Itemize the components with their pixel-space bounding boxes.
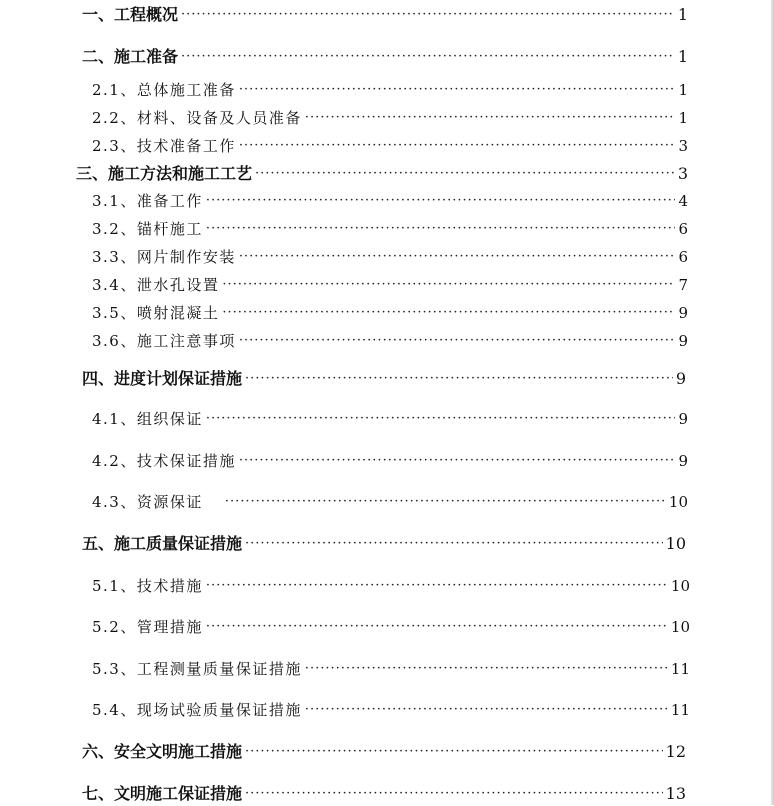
- toc-entry-page: 6: [678, 220, 688, 238]
- toc-leader-dots: [239, 78, 676, 102]
- toc-entry-page: 9: [678, 332, 688, 350]
- toc-entry-3-4[interactable]: [92, 273, 688, 297]
- toc-entry-page: 1: [677, 5, 688, 24]
- toc-entry-label: 一、工程概况: [82, 5, 179, 24]
- toc-leader-dots: [245, 740, 663, 764]
- toc-entry-label: 3.2、锚杆施工: [92, 220, 203, 238]
- toc-entry-label: 二、施工准备: [82, 47, 179, 66]
- toc-entry-label: 四、进度计划保证措施: [82, 369, 243, 388]
- toc-entry-page: 13: [665, 784, 686, 803]
- toc-entry-page: 10: [668, 493, 688, 511]
- toc-leader-dots: [206, 615, 668, 639]
- toc-entry-label: 2.3、技术准备工作: [92, 137, 236, 155]
- toc-leader-dots: [239, 245, 676, 269]
- toc-leader-dots: [225, 490, 666, 514]
- toc-leader-dots: [222, 273, 675, 297]
- toc-entry-label: 5.1、技术措施: [92, 577, 203, 595]
- toc-entry-2[interactable]: [82, 45, 688, 69]
- toc-leader-dots: [181, 3, 675, 27]
- toc-entry-label: 五、施工质量保证措施: [82, 534, 243, 553]
- toc-entry-page: 12: [665, 742, 686, 761]
- toc-entry-label: 七、文明施工保证措施: [82, 784, 243, 803]
- toc-leader-dots: [305, 106, 676, 130]
- toc-leader-dots: [206, 407, 676, 431]
- toc-entry-5-4[interactable]: [92, 698, 690, 722]
- toc-entry-2-2[interactable]: [92, 106, 688, 130]
- toc-entry-label: 3.1、准备工作: [92, 192, 203, 210]
- toc-entry-3-3[interactable]: [92, 245, 688, 269]
- toc-entry-3-2[interactable]: [92, 217, 688, 241]
- toc-entry-label: 2.1、总体施工准备: [92, 81, 236, 99]
- toc-entry-page: 4: [678, 192, 688, 210]
- toc-entry-page: 11: [670, 660, 690, 678]
- toc-entry-label: 4.1、组织保证: [92, 410, 203, 428]
- toc-leader-dots: [239, 449, 676, 473]
- toc-entry-5-3[interactable]: [92, 657, 690, 681]
- toc-entry-3-1[interactable]: [92, 189, 688, 213]
- toc-entry-1[interactable]: [82, 3, 688, 27]
- toc-entry-page: 7: [678, 276, 688, 294]
- toc-entry-4-2[interactable]: [92, 449, 688, 473]
- toc-entry-page: 9: [678, 452, 688, 470]
- toc-entry-5-2[interactable]: [92, 615, 690, 639]
- toc-entry-label: 4.2、技术保证措施: [92, 452, 236, 470]
- toc-leader-dots: [245, 367, 673, 391]
- toc-leader-dots: [206, 217, 676, 241]
- toc-entry-page: 3: [677, 164, 688, 183]
- toc-entry-label: 4.3、资源保证: [92, 493, 203, 511]
- toc-entry-4[interactable]: [82, 367, 686, 391]
- toc-entry-3[interactable]: [76, 162, 688, 186]
- toc-entry-page: 11: [670, 701, 690, 719]
- toc-entry-page: 10: [670, 618, 690, 636]
- toc-leader-dots: [239, 134, 676, 158]
- toc-entry-page: 9: [675, 369, 686, 388]
- toc-entry-2-1[interactable]: [92, 78, 688, 102]
- toc-entry-label: 5.3、工程测量质量保证措施: [92, 660, 302, 678]
- toc-entry-label: 3.6、施工注意事项: [92, 332, 236, 350]
- toc-entry-7[interactable]: [82, 782, 686, 806]
- toc-entry-page: 9: [678, 304, 688, 322]
- toc-entry-4-1[interactable]: [92, 407, 688, 431]
- toc-entry-page: 10: [670, 577, 690, 595]
- toc-entry-label: 3.5、喷射混凝土: [92, 304, 220, 322]
- toc-leader-dots: [305, 698, 668, 722]
- toc-entry-page: 1: [678, 109, 688, 127]
- toc-entry-label: 六、安全文明施工措施: [82, 742, 243, 761]
- toc-leader-dots: [305, 657, 668, 681]
- toc-entry-label: 3.3、网片制作安装: [92, 248, 236, 266]
- toc-leader-dots: [239, 329, 676, 353]
- toc-entry-page: 1: [677, 47, 688, 66]
- toc-leader-dots: [206, 574, 668, 598]
- toc-entry-label: 5.2、管理措施: [92, 618, 203, 636]
- toc-entry-5-1[interactable]: [92, 574, 690, 598]
- toc-entry-page: 10: [665, 534, 686, 553]
- toc-leader-dots: [245, 532, 663, 556]
- toc-entry-page: 9: [678, 410, 688, 428]
- toc-entry-2-3[interactable]: [92, 134, 688, 158]
- toc-entry-6[interactable]: [82, 740, 686, 764]
- toc-leader-dots: [255, 162, 675, 186]
- toc-entry-3-5[interactable]: [92, 301, 688, 325]
- toc-entry-page: 6: [678, 248, 688, 266]
- toc-entry-4-3[interactable]: [92, 490, 688, 514]
- toc-leader-dots: [222, 301, 675, 325]
- toc-leader-dots: [206, 189, 676, 213]
- toc-entry-page: 1: [678, 81, 688, 99]
- toc-entry-label: 三、施工方法和施工工艺: [76, 164, 253, 183]
- toc-entry-label: 3.4、泄水孔设置: [92, 276, 220, 294]
- toc-leader-dots: [245, 782, 663, 806]
- toc-entry-label: 5.4、现场试验质量保证措施: [92, 701, 302, 719]
- toc-entry-page: 3: [678, 137, 688, 155]
- toc-entry-5[interactable]: [82, 532, 686, 556]
- toc-entry-label: 2.2、材料、设备及人员准备: [92, 109, 302, 127]
- toc-leader-dots: [181, 45, 675, 69]
- toc-entry-3-6[interactable]: [92, 329, 688, 353]
